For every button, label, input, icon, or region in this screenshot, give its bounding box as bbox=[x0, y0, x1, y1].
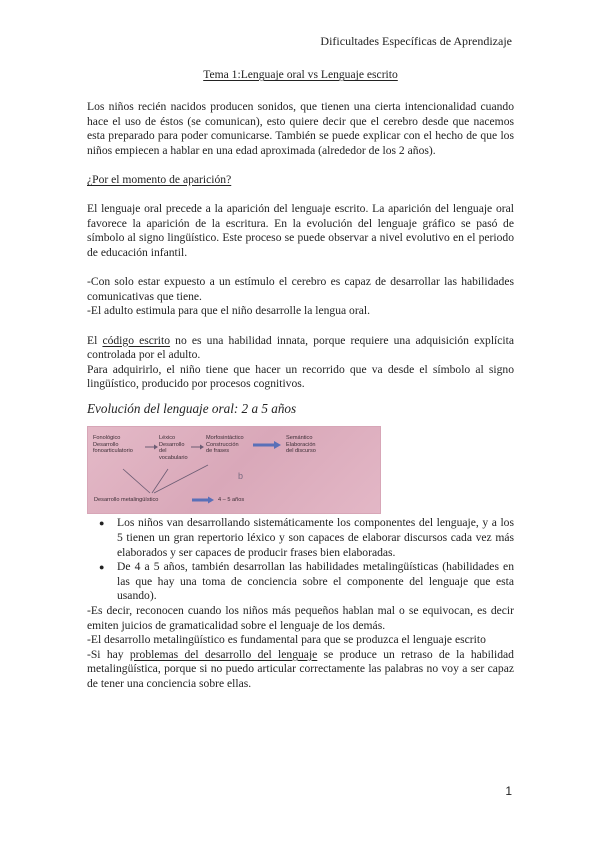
box-morphosyntactic: Morfosintáctico Construcción de frases bbox=[206, 435, 244, 455]
box-lexical: Léxico Desarrollo del vocabulario bbox=[159, 435, 188, 461]
intro-paragraph: Los niños recién nacidos producen sonidos, que tienen una cierta intencionalidad cuando hace el uso de éstos (se comunican), esto quiere decir que el cerebro desde que nacemos esta preparado para poder comunicarse. También se puede explicar con el hecho de que los niños empiecen a hablar en una edad aproximada (alrededor de los 2 años). bbox=[87, 100, 514, 157]
acquire-paragraph: Para adquirirlo, el niño tiene que hacer un recorrido que va desde el símbolo al signo lingüístico, producido por procesos cognitivos. bbox=[87, 362, 514, 391]
list-item: ● Los niños van desarrollando sistemáticamente los componentes del lenguaje, y a los 5 tienen un gran repertorio léxico y son capaces de elaborar discursos cada vez más elaborados y ser capaces de producir frases bien elaboradas. bbox=[117, 516, 514, 560]
arrow-3-head bbox=[274, 441, 281, 449]
oral-paragraph: El lenguaje oral precede a la aparición del lenguaje escrito. La aparición del lenguaje oral favorece la aparición de la escritura. En la evolución del lenguaje gráfico se pasó de símbolo al signo lingüístico. Este proceso se puede observar a nivel evolutivo en el periodo de educación infantil. bbox=[87, 202, 514, 259]
list-item: ● De 4 a 5 años, también desarrollan las habilidades metalingüísticas (habilidades en las que hay una toma de conciencia sobre el componente del lenguaje que esta usando). bbox=[117, 560, 514, 604]
running-header: Dificultades Específicas de Aprendizaje bbox=[320, 34, 512, 48]
evolution-diagram bbox=[87, 426, 381, 514]
point-stimulus: -Con solo estar expuesto a un estímulo el cerebro es capaz de desarrollar las habilidades comunicativas que tiene. bbox=[87, 275, 514, 303]
problems-term: problemas del desarrollo del lenguaje bbox=[129, 647, 318, 661]
figure-letter: b bbox=[238, 471, 244, 482]
age-label: 4 – 5 años bbox=[218, 497, 245, 504]
bullet-list bbox=[87, 516, 514, 604]
box-semantic: Semántico Elaboración del discurso bbox=[286, 435, 316, 455]
arrow-2-head bbox=[200, 445, 204, 450]
meta-arrow-head bbox=[208, 497, 214, 504]
written-code-paragraph: El código escrito no es una habilidad innata, porque requiere una adquisición explícita controlada por el adulto. bbox=[87, 333, 514, 362]
metalinguistic-label: Desarrollo metalingüístico bbox=[94, 497, 159, 504]
recognize-paragraph: -Es decir, reconocen cuando los niños más pequeños hablan mal o se equivocan, es decir emiten juicios de gramaticalidad sobre el lenguaje de los demás. bbox=[87, 604, 514, 632]
problems-paragraph: -Si hay problemas del desarrollo del lenguaje se produce un retraso de la habilidad metalingüística, porque si no puedo articular correctamente las palabras no voy a ser capaz de tener una conciencia sobre ellas. bbox=[87, 647, 514, 690]
point-adult: -El adulto estimula para que el niño desarrolle la lengua oral. bbox=[87, 304, 370, 318]
page-title: Tema 1:Lenguaje oral vs Lenguaje escrito bbox=[203, 68, 398, 81]
document-page bbox=[87, 68, 514, 692]
page-number: 1 bbox=[505, 784, 512, 798]
question-heading: ¿Por el momento de aparición? bbox=[87, 172, 232, 186]
meta-line-1 bbox=[123, 469, 150, 493]
meta-line-3 bbox=[154, 465, 208, 493]
box-phonological: Fonológico Desarrollo fonoarticulatorio bbox=[93, 435, 133, 455]
meta-line-2 bbox=[152, 469, 168, 493]
written-code-term: código escrito bbox=[102, 333, 171, 347]
arrow-1-head bbox=[154, 445, 158, 450]
metalinguistic-paragraph: -El desarrollo metalingüístico es fundamental para que se produzca el lenguaje escrito bbox=[87, 633, 486, 647]
section-title: Evolución del lenguaje oral: 2 a 5 años bbox=[87, 400, 297, 416]
